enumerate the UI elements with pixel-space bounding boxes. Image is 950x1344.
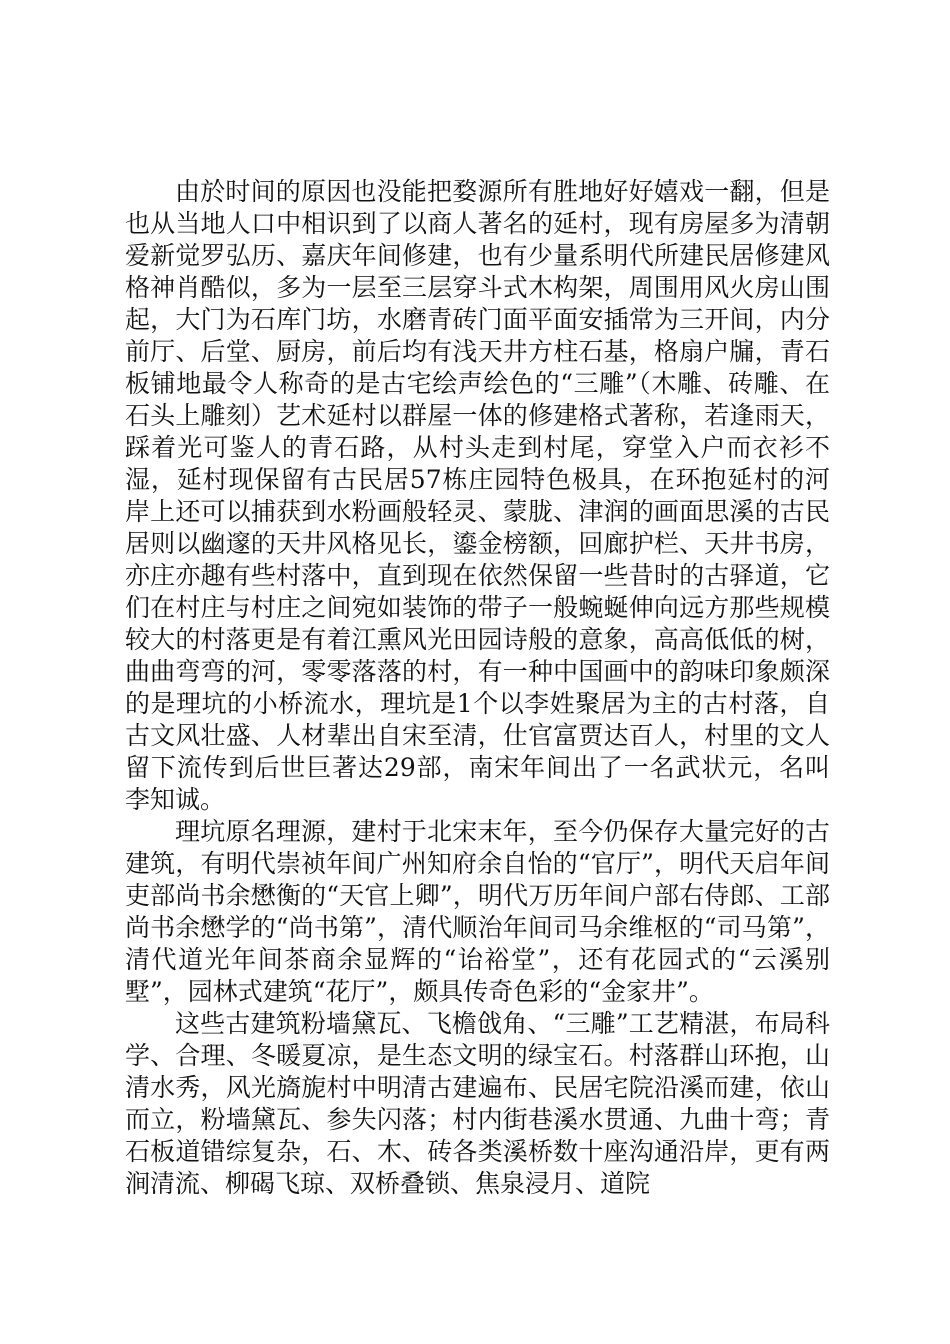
paragraph-3: 这些古建筑粉墙黛瓦、飞檐戗角、“三雕”工艺精湛，布局科学、合理、冬暖夏凉，是生态文明的绿宝石。村落群山环抱，山清水秀，风光旖旎村中明清古建遍布、民居宅院沿溪而建，依山而立，粉墙黛瓦、参失闪落；村内街巷溪水贯通、九曲十弯；青石板道错综复杂，石、木、砖各类溪桥数十座沟通沿岸，更有两涧清流、柳碣飞琼、双桥叠锁、焦泉浸月、道院 (125, 1009, 830, 1198)
paragraph-1: 由於时间的原因也没能把婺源所有胜地好好嬉戏一翻，但是也从当地人口中相识到了以商人著名的延村，现有房屋多为清朝爱新觉罗弘历、嘉庆年间修建，也有少量系明代所建民居修建风格神肖酷似，多为一层至三层穿斗式木构架，周围用风火房山围起，大门为石库门坊，水磨青砖门面平面安插常为三开间，内分前厅、后堂、厨房，前后均有浅天井方柱石基，格扇户牖，青石板铺地最令人称奇的是古宅绘声绘色的“三雕”（木雕、砖雕、在石头上雕刻）艺术延村以群屋一体的修建格式著称，若逢雨天，踩着光可鉴人的青石路，从村头走到村尾，穿堂入户而衣衫不湿，延村现保留有古民居57栋庄园特色极具，在环抱延村的河岸上还可以捕获到水粉画般轻灵、蒙胧、津润的画面思溪的古民居则以幽邃的天井风格见长，鎏金榜额，回廊护栏、天井书房，亦庄亦趣有些村落中，直到现在依然保留一些昔时的古驿道，它们在村庄与村庄之间宛如装饰的带子一般蜿蜒伸向远方那些规模较大的村落更是有着江熏风光田园诗般的意象，高高低低的树，曲曲弯弯的河，零零落落的村，有一种中国画中的韵味印象颇深的是理坑的小桥流水，理坑是1个以李姓聚居为主的古村落，自古文风壮盛、人材辈出自宋至清，仕官富贾达百人，村里的文人留下流传到后世巨著达29部，南宋年间出了一名武状元，名叫李知诚。 (125, 177, 830, 814)
paragraph-2: 理坑原名理源，建村于北宋末年，至今仍保存大量完好的古建筑，有明代崇祯年间广州知府余自怡的“官厅”，明代天启年间吏部尚书余懋衡的“天官上卿”，明代万历年间户部右侍郎、工部尚书余懋学的“尚书第”，清代顺治年间司马余维枢的“司马第”，清代道光年间茶商余显辉的“诒裕堂”，还有花园式的“云溪别墅”，园林式建筑“花厅”，颇具传奇色彩的“金家井”。 (125, 817, 830, 1006)
document-body (125, 176, 830, 1200)
